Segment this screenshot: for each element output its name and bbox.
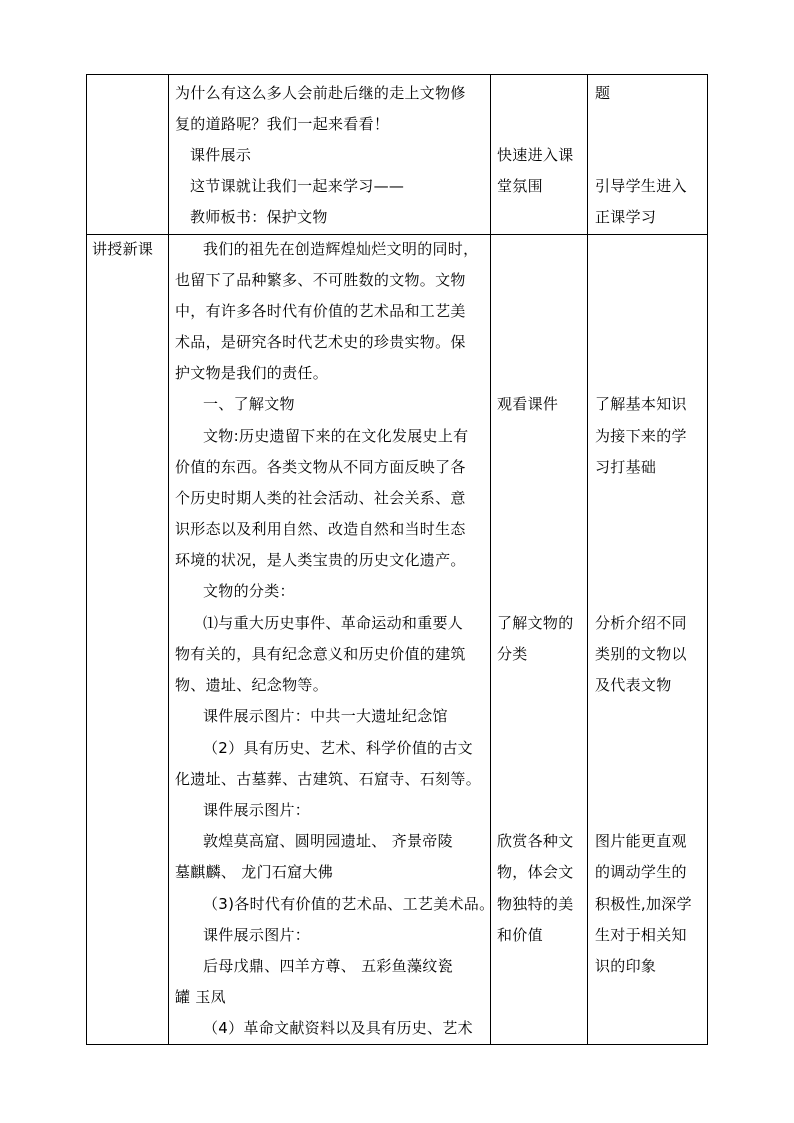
content-line: 中，有许多各时代有价值的艺术品和工艺美: [175, 302, 466, 320]
column-divider-3: [587, 74, 588, 1045]
content-line: 文物的分类：: [203, 582, 295, 600]
content-line: 术品，是研究各时代艺术史的珍贵实物。保: [175, 333, 466, 351]
design-intent-line: 及代表文物: [595, 676, 672, 694]
content-line: 复的道路呢？我们一起来看看！: [175, 115, 390, 133]
design-intent-line: 类别的文物以: [595, 645, 687, 663]
content-line: 护文物是我们的责任。: [175, 364, 329, 382]
student-activity-line: 堂氛围: [497, 177, 543, 195]
design-intent-line: 分析介绍不同: [595, 614, 687, 632]
student-activity-line: 分类: [497, 645, 528, 663]
column-divider-1: [168, 74, 169, 1045]
design-intent-line: 的调动学生的: [595, 863, 687, 881]
content-line: （2）具有历史、艺术、科学价值的古文: [203, 739, 473, 757]
content-line: 后母戊鼎、四羊方尊、 五彩鱼藻纹瓷: [203, 957, 453, 975]
design-intent-line: 引导学生进入: [595, 177, 687, 195]
design-intent-line: 为接下来的学: [595, 427, 687, 445]
content-line: ⑴与重大历史事件、革命运动和重要人: [203, 614, 464, 632]
lesson-plan-table: [86, 74, 708, 1045]
table-border-left: [86, 74, 87, 1045]
content-line: 课件展示图片：: [203, 926, 311, 944]
student-activity-line: 物，体会文: [497, 863, 574, 881]
content-line: 化遗址、古墓葬、古建筑、石窟寺、石刻等。: [175, 770, 482, 788]
content-line: 价值的东西。各类文物从不同方面反映了各: [175, 458, 466, 476]
design-intent-line: 正课学习: [595, 208, 657, 226]
design-intent-line: 积极性,加深学: [595, 895, 692, 913]
content-line: 敦煌莫高窟、圆明园遗址、 齐景帝陵: [203, 832, 453, 850]
content-line: 这节课就让我们一起来学习——: [190, 177, 405, 195]
content-line: 环境的状况，是人类宝贵的历史文化遗产。: [175, 551, 466, 569]
design-intent-line: 了解基本知识: [595, 395, 687, 413]
content-line: 也留下了品种繁多、不可胜数的文物。文物: [175, 271, 466, 289]
student-activity-line: 物独特的美: [497, 895, 574, 913]
student-activity-line: 快速进入课: [497, 146, 574, 164]
student-activity-line: 了解文物的: [497, 614, 574, 632]
content-line: 文物:历史遗留下来的在文化发展史上有: [203, 427, 469, 445]
design-intent-line: 生对于相关知: [595, 926, 687, 944]
student-activity-line: 和价值: [497, 926, 543, 944]
content-line: （4）革命文献资料以及具有历史、艺术: [203, 1019, 473, 1037]
student-activity-line: 观看课件: [497, 395, 559, 413]
content-line: 罐 玉凤: [175, 988, 226, 1006]
content-line: 课件展示图片：中共一大遗址纪念馆: [203, 707, 448, 725]
content-line: 墓麒麟、 龙门石窟大佛: [175, 863, 334, 881]
design-intent-line: 习打基础: [595, 458, 657, 476]
design-intent-line: 图片能更直观: [595, 832, 687, 850]
content-line: 物有关的，具有纪念意义和历史价值的建筑: [175, 645, 466, 663]
content-line: （3)各时代有价值的艺术品、工艺美术品。: [203, 895, 495, 913]
content-line: 识形态以及利用自然、改造自然和当时生态: [175, 520, 466, 538]
design-intent-line: 题: [595, 84, 611, 102]
stage-label: 讲授新课: [92, 240, 154, 258]
table-border-bottom: [86, 1044, 708, 1045]
student-activity-line: 欣赏各种文: [497, 832, 574, 850]
table-border-right: [707, 74, 708, 1045]
content-line: 个历史时期人类的社会活动、社会关系、意: [175, 489, 466, 507]
content-line: 为什么有这么多人会前赴后继的走上文物修: [175, 84, 466, 102]
content-line: 课件展示图片：: [203, 801, 311, 819]
design-intent-line: 识的印象: [595, 957, 657, 975]
table-border-top: [86, 74, 708, 75]
content-line: 课件展示: [190, 146, 252, 164]
content-line: 物、遗址、纪念物等。: [175, 676, 329, 694]
section-heading: 一、了解文物: [203, 395, 295, 413]
content-line: 教师板书：保护文物: [190, 208, 328, 226]
content-line: 我们的祖先在创造辉煌灿烂文明的同时，: [203, 240, 479, 258]
